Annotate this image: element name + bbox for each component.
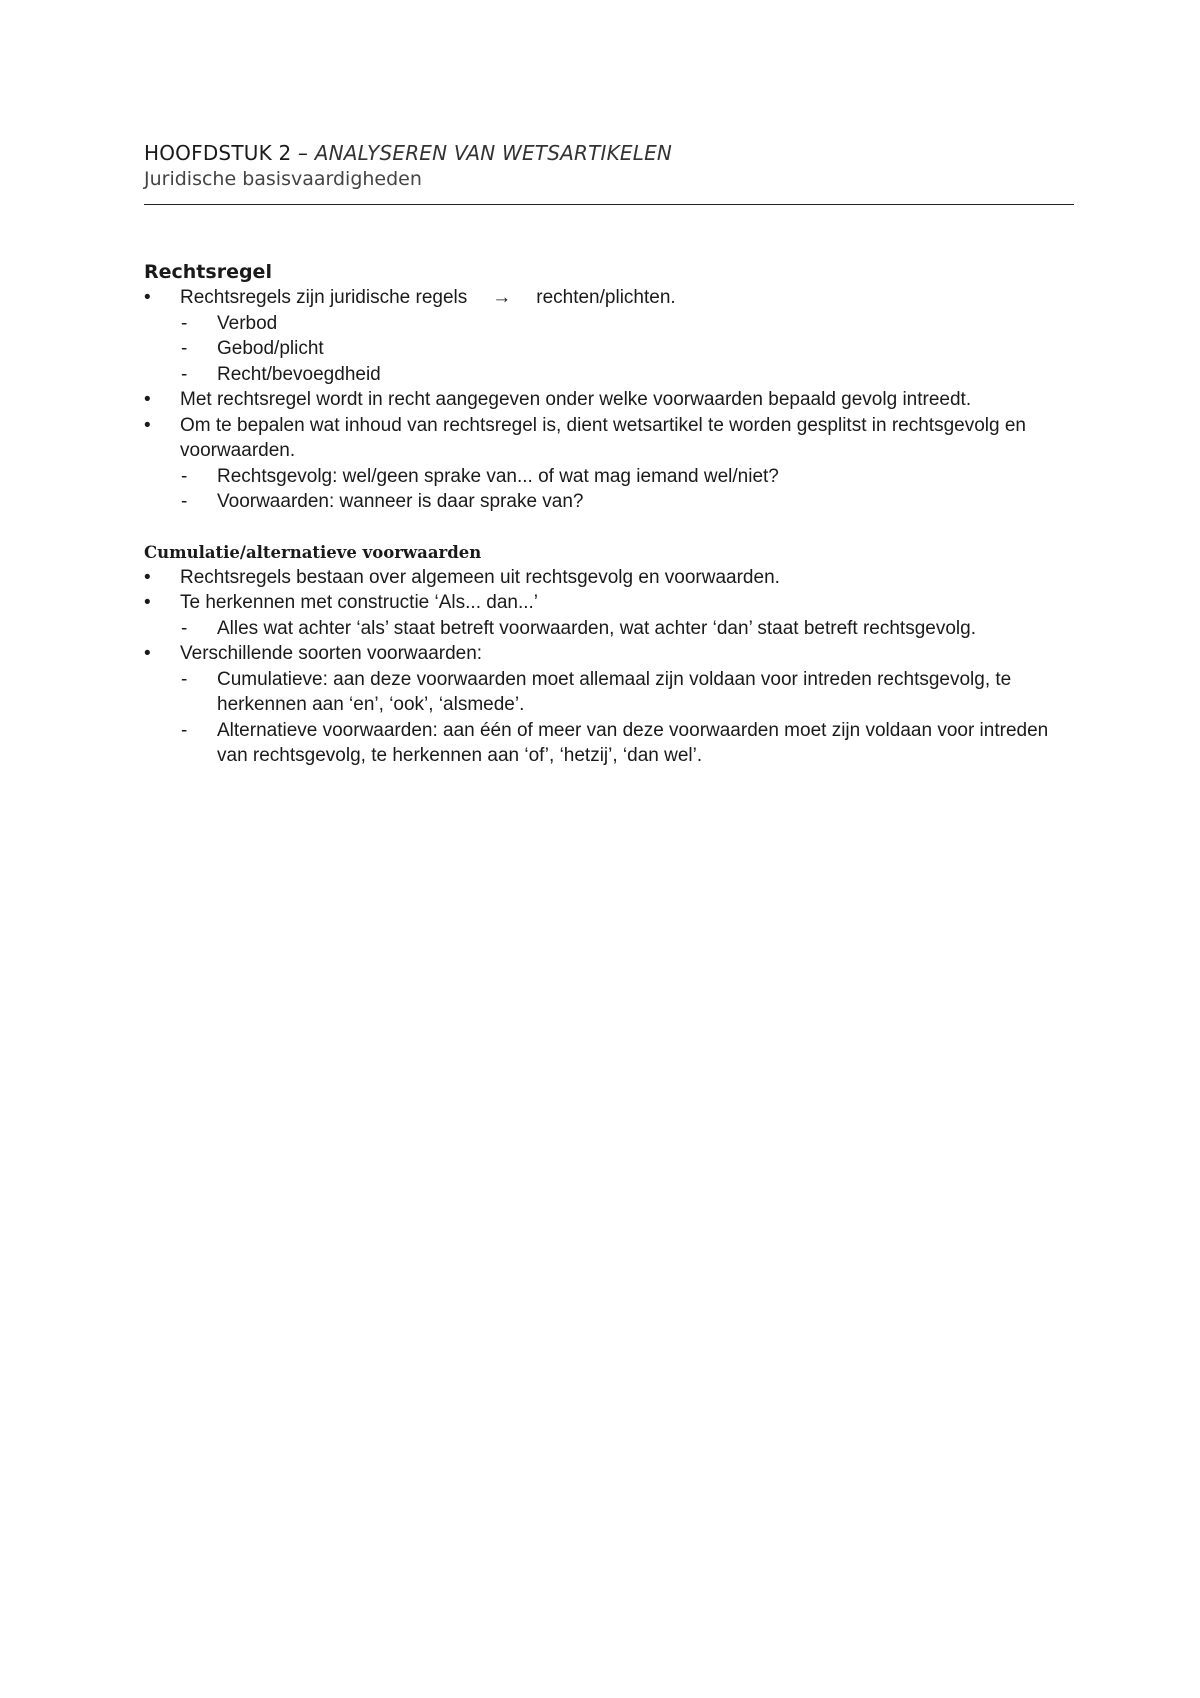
sub-list-item-text: Recht/bevoegdheid: [217, 363, 381, 385]
list-item: [144, 387, 1074, 413]
sub-list-item: [144, 336, 1074, 362]
sub-list-item: [144, 718, 1074, 769]
list-item-text: Verschillende soorten voorwaarden:: [180, 643, 483, 664]
list-item-text: Te herkennen met constructie ‘Als... dan...’: [180, 592, 539, 613]
document-title: [144, 140, 1074, 166]
horizontal-rule: [144, 204, 1074, 205]
section-heading-voorwaarden: Cumulatie/alternatieve voorwaarden: [144, 542, 482, 562]
sub-list-item-text: Rechtsgevolg: wel/geen sprake van... of wat mag iemand wel/niet?: [217, 465, 779, 487]
list-item-text: Om te bepalen wat inhoud van rechtsregel is, dient wetsartikel te worden gesplitst in rechtsgevolg en voorwaarden.: [180, 414, 1026, 461]
list-item-text: Met rechtsregel wordt in recht aangegeven onder welke voorwaarden bepaald gevolg intreedt.: [180, 389, 972, 410]
list-item: [144, 285, 1074, 311]
dash-marker: -: [181, 719, 188, 741]
list-item: [144, 565, 1074, 591]
list-item: [144, 641, 1074, 667]
sub-list-item: [144, 464, 1074, 490]
bullet-marker: •: [144, 414, 151, 436]
sub-list-item: [144, 667, 1074, 718]
sub-list-item: [144, 616, 1074, 642]
document-page: [144, 140, 1074, 769]
title-main: HOOFDSTUK 2 –: [144, 141, 315, 165]
sub-list-item: [144, 362, 1074, 388]
bullet-marker: •: [144, 643, 151, 664]
dash-marker: -: [181, 668, 188, 690]
section-heading-rechtsregel: Rechtsregel: [144, 261, 272, 283]
list-item-text: Rechtsregels bestaan over algemeen uit rechtsgevolg en voorwaarden.: [180, 566, 780, 588]
sub-list-item-text: Verbod: [217, 312, 278, 334]
sub-list-item-text: Alles wat achter ‘als’ staat betreft voorwaarden, wat achter ‘dan’ staat betreft rechtsgevolg.: [217, 617, 976, 639]
sub-list-item: [144, 311, 1074, 337]
dash-marker: -: [181, 465, 188, 487]
sub-list-item-text: Voorwaarden: wanneer is daar sprake van?: [217, 491, 584, 512]
title-italic: ANALYSEREN VAN WETSARTIKELEN: [314, 141, 673, 165]
sub-list-item-text: Cumulatieve: aan deze voorwaarden moet allemaal zijn voldaan voor intreden rechtsgevolg, te herkennen aan ‘en’, ‘ook’, ‘alsmede’.: [217, 668, 1012, 715]
section-list-rechtsregel: [144, 285, 1074, 515]
dash-marker: -: [181, 617, 188, 639]
bullet-marker: •: [144, 287, 151, 308]
sub-list-item: [144, 489, 1074, 515]
dash-marker: -: [181, 338, 188, 359]
bullet-marker: •: [144, 592, 151, 613]
section-list-voorwaarden: [144, 565, 1074, 769]
dash-marker: -: [181, 312, 188, 334]
arrow-icon: →: [492, 287, 512, 308]
bullet-marker: •: [144, 566, 151, 588]
list-item-text: rechten/plichten.: [536, 287, 676, 308]
bullet-marker: •: [144, 389, 151, 410]
sub-list-item-text: Alternatieve voorwaarden: aan één of meer van deze voorwaarden moet zijn voldaan voor intreden van rechtsgevolg, te herkennen aan ‘of’, ‘hetzij’, ‘dan wel’.: [217, 719, 1049, 766]
sub-list-item-text: Gebod/plicht: [217, 338, 324, 359]
list-item: [144, 413, 1074, 464]
list-item: [144, 590, 1074, 616]
dash-marker: -: [181, 491, 188, 512]
document-subtitle: Juridische basisvaardigheden: [144, 168, 422, 190]
list-item-text: Rechtsregels zijn juridische regels: [180, 287, 468, 308]
dash-marker: -: [181, 363, 188, 385]
